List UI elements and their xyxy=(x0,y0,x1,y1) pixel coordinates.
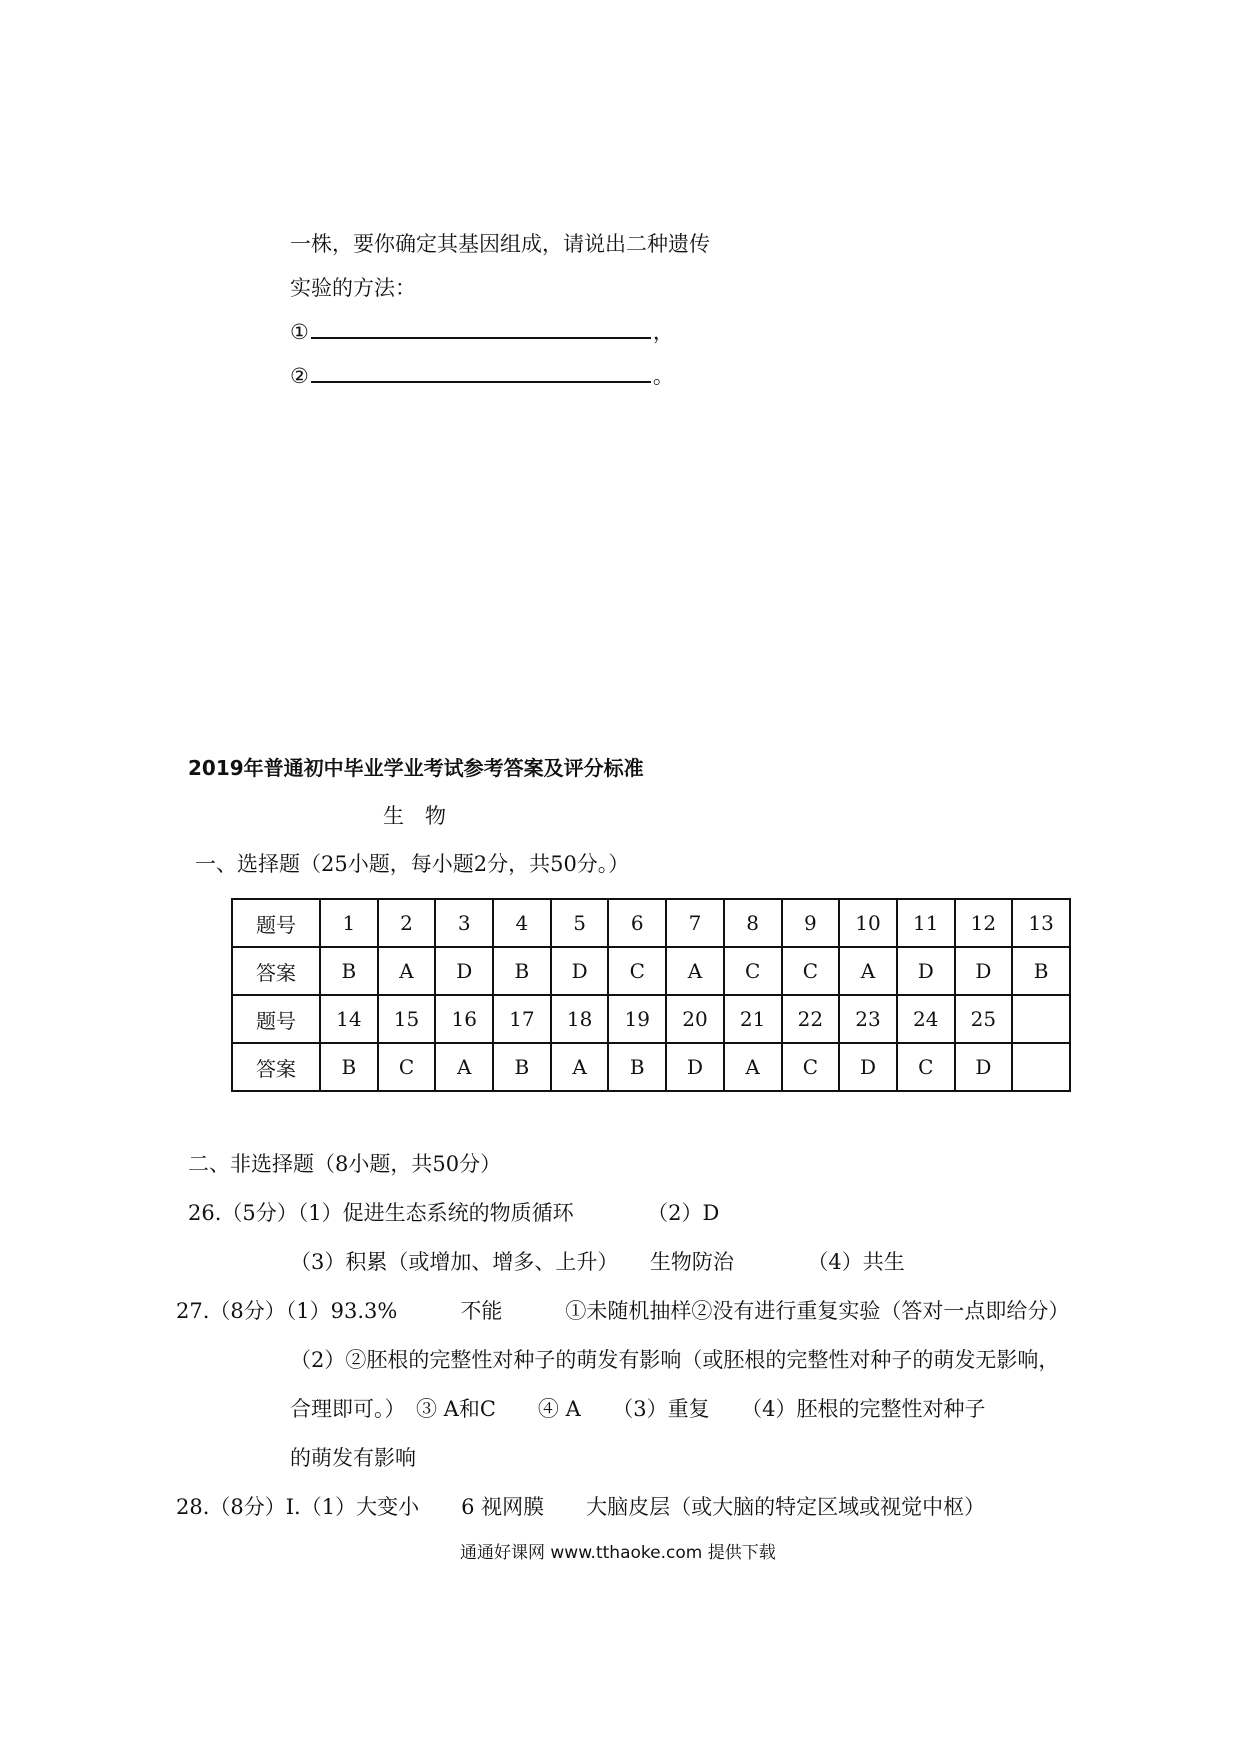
table-cell: 22 xyxy=(782,995,840,1043)
answer-blank-1 xyxy=(290,316,674,346)
table-cell: B xyxy=(1012,947,1070,995)
row-label: 题号 xyxy=(232,995,320,1043)
row-label: 题号 xyxy=(232,899,320,947)
table-cell: 11 xyxy=(897,899,955,947)
blank-marker: ① xyxy=(290,320,309,344)
table-cell: D xyxy=(839,1043,897,1091)
table-row xyxy=(232,1043,1070,1091)
table-row xyxy=(232,899,1070,947)
table-cell: 19 xyxy=(608,995,666,1043)
table-cell: B xyxy=(493,1043,551,1091)
table-cell: B xyxy=(608,1043,666,1091)
table-cell: B xyxy=(320,1043,378,1091)
table-row xyxy=(232,995,1070,1043)
table-cell: 16 xyxy=(435,995,493,1043)
answer-line-q27: 27.（8分）（1）93.3% 不能 ①未随机抽样②没有进行重复实验（答对一点即给分） xyxy=(176,1299,1070,1323)
table-cell: A xyxy=(839,947,897,995)
table-cell: D xyxy=(551,947,609,995)
table-cell: A xyxy=(551,1043,609,1091)
subject-heading: 生 物 xyxy=(383,804,446,828)
answer-key-title: 2019年普通初中毕业学业考试参考答案及评分标准 xyxy=(188,756,644,780)
table-cell: C xyxy=(608,947,666,995)
table-cell: 23 xyxy=(839,995,897,1043)
table-cell: 18 xyxy=(551,995,609,1043)
table-cell: 3 xyxy=(435,899,493,947)
table-cell: 7 xyxy=(666,899,724,947)
answer-line-q26: 26.（5分）（1）促进生态系统的物质循环 （2）D xyxy=(188,1201,720,1225)
answer-line-q27: （2）②胚根的完整性对种子的萌发有影响（或胚根的完整性对种子的萌发无影响， xyxy=(290,1348,1060,1372)
table-cell: 12 xyxy=(955,899,1013,947)
table-cell: A xyxy=(435,1043,493,1091)
answer-blank-2 xyxy=(290,360,674,390)
table-cell: C xyxy=(724,947,782,995)
table-cell xyxy=(1012,1043,1070,1091)
table-cell: D xyxy=(435,947,493,995)
blank-punct: 。 xyxy=(652,364,674,388)
fill-in-line xyxy=(311,317,651,339)
table-cell: 8 xyxy=(724,899,782,947)
table-cell: 5 xyxy=(551,899,609,947)
answer-table xyxy=(231,898,1071,1092)
table-cell: 6 xyxy=(608,899,666,947)
table-cell: 9 xyxy=(782,899,840,947)
table-cell: D xyxy=(666,1043,724,1091)
table-cell: D xyxy=(955,1043,1013,1091)
fill-in-line xyxy=(311,361,651,383)
row-label: 答案 xyxy=(232,947,320,995)
table-cell: D xyxy=(955,947,1013,995)
table-cell: 14 xyxy=(320,995,378,1043)
question-text-line: 一株，要你确定其基因组成，请说出二种遗传 xyxy=(290,232,710,256)
section-heading-nonchoice: 二、非选择题（8小题，共50分） xyxy=(188,1152,502,1176)
blank-punct: ， xyxy=(652,320,674,344)
table-cell: A xyxy=(666,947,724,995)
table-cell: A xyxy=(378,947,436,995)
page-footer: 通通好课网 www.tthaoke.com 提供下载 xyxy=(460,1543,776,1563)
table-cell: 4 xyxy=(493,899,551,947)
table-cell: 25 xyxy=(955,995,1013,1043)
table-cell: 13 xyxy=(1012,899,1070,947)
answer-line-q27: 合理即可。） ③ A和C ④ A （3）重复 （4）胚根的完整性对种子 xyxy=(290,1397,986,1421)
question-text-line: 实验的方法： xyxy=(290,276,416,300)
section-heading-choice: 一、选择题（25小题，每小题2分，共50分。） xyxy=(195,852,630,876)
table-cell xyxy=(1012,995,1070,1043)
table-cell: C xyxy=(897,1043,955,1091)
blank-marker: ② xyxy=(290,364,309,388)
table-cell: C xyxy=(782,1043,840,1091)
table-cell: 2 xyxy=(378,899,436,947)
answer-line-q28: 28.（8分）Ⅰ.（1）大变小 6 视网膜 大脑皮层（或大脑的特定区域或视觉中枢） xyxy=(176,1495,986,1519)
table-cell: D xyxy=(897,947,955,995)
table-cell: 17 xyxy=(493,995,551,1043)
answer-line-q27: 的萌发有影响 xyxy=(290,1446,416,1470)
table-cell: 20 xyxy=(666,995,724,1043)
table-cell: B xyxy=(493,947,551,995)
table-cell: 15 xyxy=(378,995,436,1043)
table-cell: 24 xyxy=(897,995,955,1043)
table-cell: C xyxy=(782,947,840,995)
table-cell: C xyxy=(378,1043,436,1091)
table-cell: 1 xyxy=(320,899,378,947)
answer-line-q26: （3）积累（或增加、增多、上升） 生物防治 （4）共生 xyxy=(290,1250,905,1274)
row-label: 答案 xyxy=(232,1043,320,1091)
table-cell: B xyxy=(320,947,378,995)
table-cell: 21 xyxy=(724,995,782,1043)
table-cell: A xyxy=(724,1043,782,1091)
table-row xyxy=(232,947,1070,995)
table-cell: 10 xyxy=(839,899,897,947)
